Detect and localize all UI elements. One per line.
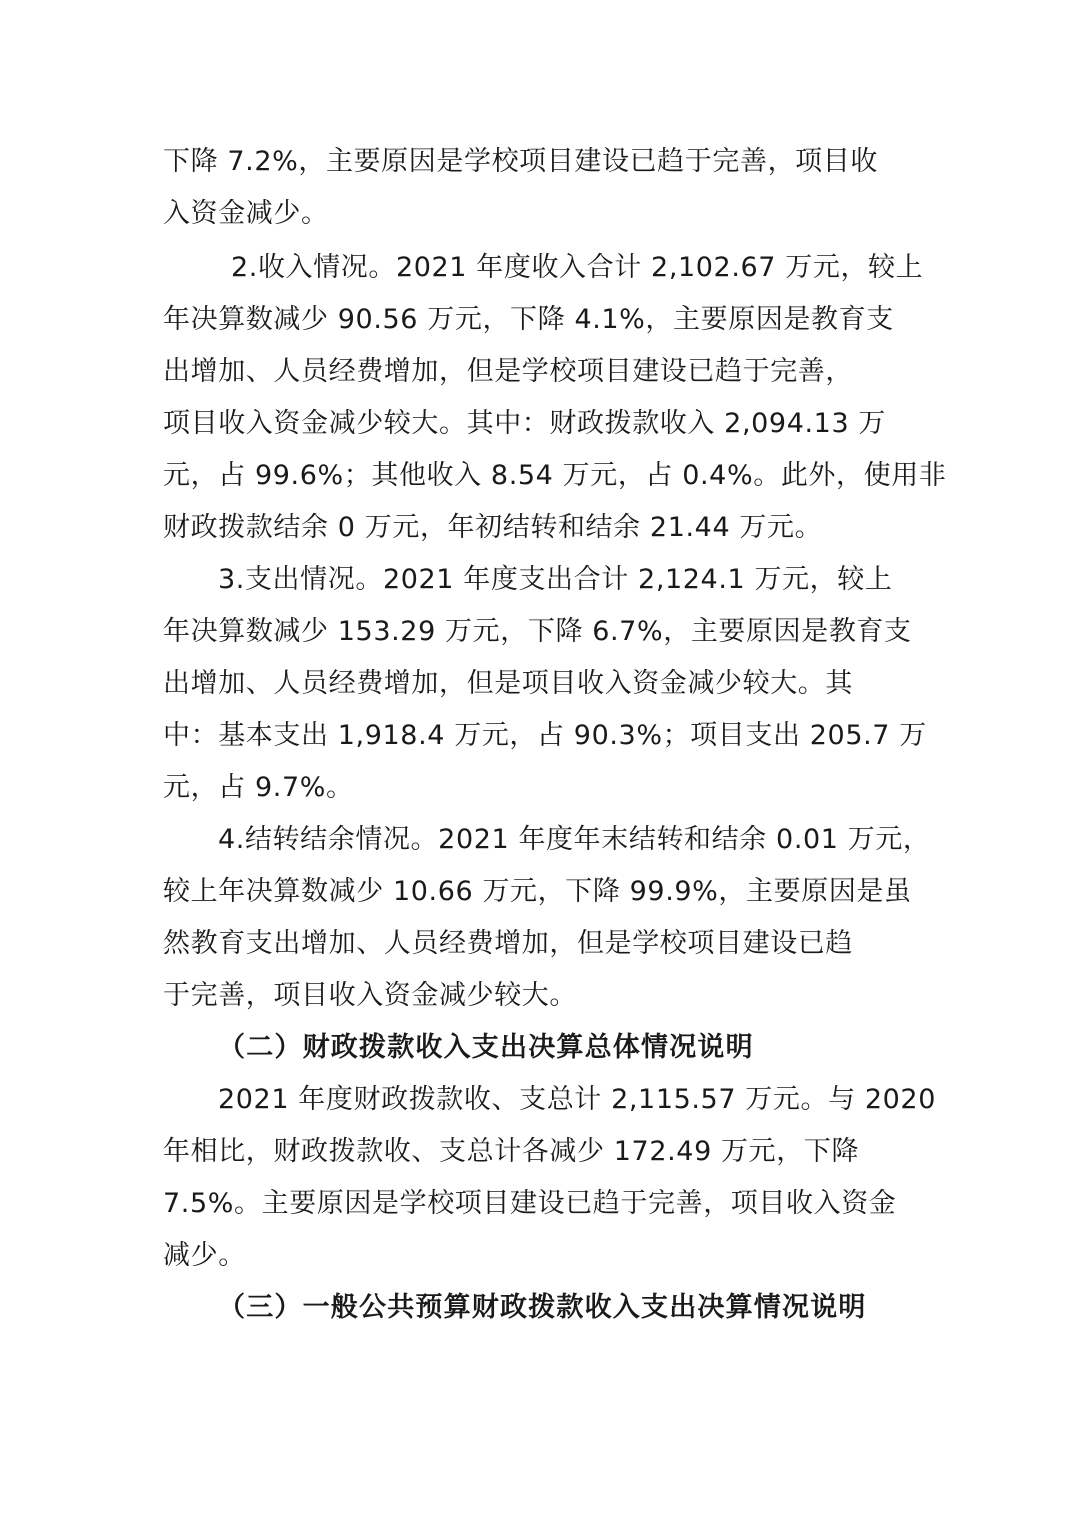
expense-paragraph-line-5: 元，占 9.7%。 (163, 772, 354, 803)
income-paragraph-line-3: 出增加、人员经费增加，但是学校项目建设已趋于完善， (163, 356, 853, 387)
fiscal-paragraph-line-2: 年相比，财政拨款收、支总计各减少 172.49 万元，下降 (163, 1136, 860, 1167)
expense-paragraph-line-1: 3.支出情况。2021 年度支出合计 2,124.1 万元，较上 (218, 564, 893, 595)
expense-paragraph-line-3: 出增加、人员经费增加，但是项目收入资金减少较大。其 (163, 668, 853, 699)
fiscal-paragraph-line-3: 7.5%。主要原因是学校项目建设已趋于完善，项目收入资金 (163, 1188, 897, 1219)
balance-paragraph-line-4: 于完善，项目收入资金减少较大。 (163, 980, 577, 1011)
section-heading-3: （三）一般公共预算财政拨款收入支出决算情况说明 (218, 1292, 867, 1323)
expense-paragraph-line-2: 年决算数减少 153.29 万元，下降 6.7%，主要原因是教育支 (163, 616, 912, 647)
paragraph-1-line-1: 下降 7.2%，主要原因是学校项目建设已趋于完善，项目收 (163, 146, 878, 177)
income-paragraph-line-5: 元，占 99.6%；其他收入 8.54 万元，占 0.4%。此外，使用非 (163, 460, 947, 491)
income-paragraph-line-2: 年决算数减少 90.56 万元，下降 4.1%，主要原因是教育支 (163, 304, 894, 335)
income-paragraph-line-6: 财政拨款结余 0 万元，年初结转和结余 21.44 万元。 (163, 512, 823, 543)
section-heading-2: （二）财政拨款收入支出决算总体情况说明 (218, 1032, 754, 1063)
fiscal-paragraph-line-1: 2021 年度财政拨款收、支总计 2,115.57 万元。与 2020 (218, 1084, 936, 1115)
balance-paragraph-line-1: 4.结转结余情况。2021 年度年末结转和结余 0.01 万元， (218, 824, 931, 855)
balance-paragraph-line-2: 较上年决算数减少 10.66 万元，下降 99.9%，主要原因是虽 (163, 876, 912, 907)
paragraph-1-line-2: 入资金减少。 (163, 198, 329, 229)
income-paragraph-line-1: 2.收入情况。2021 年度收入合计 2,102.67 万元，较上 (231, 252, 924, 283)
balance-paragraph-line-3: 然教育支出增加、人员经费增加，但是学校项目建设已趋 (163, 928, 853, 959)
income-paragraph-line-4: 项目收入资金减少较大。其中：财政拨款收入 2,094.13 万 (163, 408, 886, 439)
fiscal-paragraph-line-4: 减少。 (163, 1240, 246, 1271)
expense-paragraph-line-4: 中：基本支出 1,918.4 万元，占 90.3%；项目支出 205.7 万 (163, 720, 927, 751)
